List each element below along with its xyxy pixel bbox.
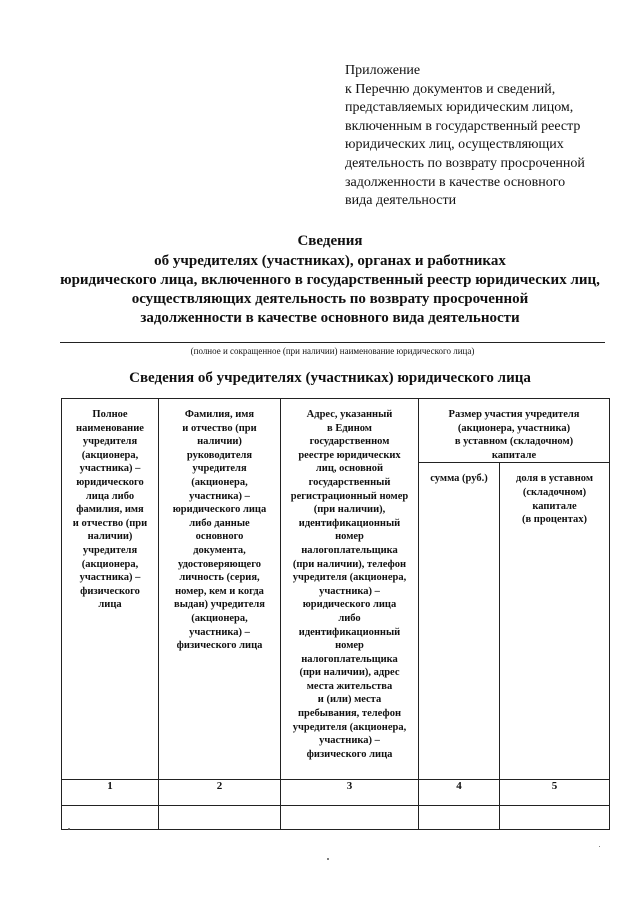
document-subtitle [30,252,630,328]
subtitle-line: об учредителях (участниках), органах и работниках [154,253,506,269]
entity-name-line [60,342,605,343]
appendix-note [345,62,625,211]
document-title: Сведения [297,233,363,249]
column-number: 5 [500,780,610,806]
subtitle-line: задолженности в качестве основного вида деятельности [140,310,520,326]
appendix-line: вида деятельности [345,193,457,209]
scan-speck [599,846,600,847]
appendix-line: представляемых юридическим лицом, [345,100,574,116]
empty-cell [62,806,159,830]
scan-speck [68,828,70,830]
header-participation-size: Размер участия учредителя (акционера, участника) в уставном (складочном) капитале [419,399,610,463]
appendix-line: задолженности в качестве основного [345,174,566,190]
header-amount-rub: сумма (руб.) [419,463,500,780]
column-number: 4 [419,780,500,806]
empty-cell [159,806,281,830]
header-share-percent: доля в уставном (складочном) капитале (в процентах) [500,463,610,780]
appendix-line: деятельность по возврату просроченной [345,155,585,171]
empty-cell [281,806,419,830]
header-address-ids: Адрес, указанный в Едином государственном реестре юридических лиц, основной государственный регистрационный номер (при наличии), идентификационный номер налогоплательщика (при наличии), телефон учредителя (акционера, участника) – юридического лица либо идентификационный номер налогоплательщика (при наличии), адрес места жительства и (или) места пребывания, телефон учредителя (акционера, участника) – физического лица [281,399,419,780]
founders-table [61,398,610,830]
column-number-row [62,780,610,806]
entity-name-caption: (полное и сокращенное (при наличии) наименование юридического лица) [190,346,475,356]
appendix-line: к Перечню документов и сведений, [345,81,556,97]
empty-cell [419,806,500,830]
section-title: Сведения об учредителях (участниках) юридического лица [129,370,531,386]
column-number: 1 [62,780,159,806]
header-founder-name: Полное наименование учредителя (акционера, участника) – юридического лица либо фамилия, имя и отчество (при наличии) учредителя (акционера, участника) – физического лица [62,399,159,780]
empty-data-row [62,806,610,830]
appendix-line: Приложение [345,63,421,78]
scan-speck [327,858,329,860]
column-number: 2 [159,780,281,806]
column-number: 3 [281,780,419,806]
empty-cell [500,806,610,830]
appendix-line: юридических лиц, осуществляющих [345,137,564,153]
header-head-or-document: Фамилия, имя и отчество (при наличии) руководителя учредителя (акционера, участника) – юридического лица либо данные основного документа, удостоверяющего личность (серия, номер, кем и когда выдан) учредителя (акционера, участника) – физического лица [159,399,281,780]
appendix-line: включенным в государственный реестр [345,118,581,134]
subtitle-line: осуществляющих деятельность по возврату просроченной [131,291,529,307]
subtitle-line: юридического лица, включенного в государственный реестр юридических лиц, [60,272,600,288]
